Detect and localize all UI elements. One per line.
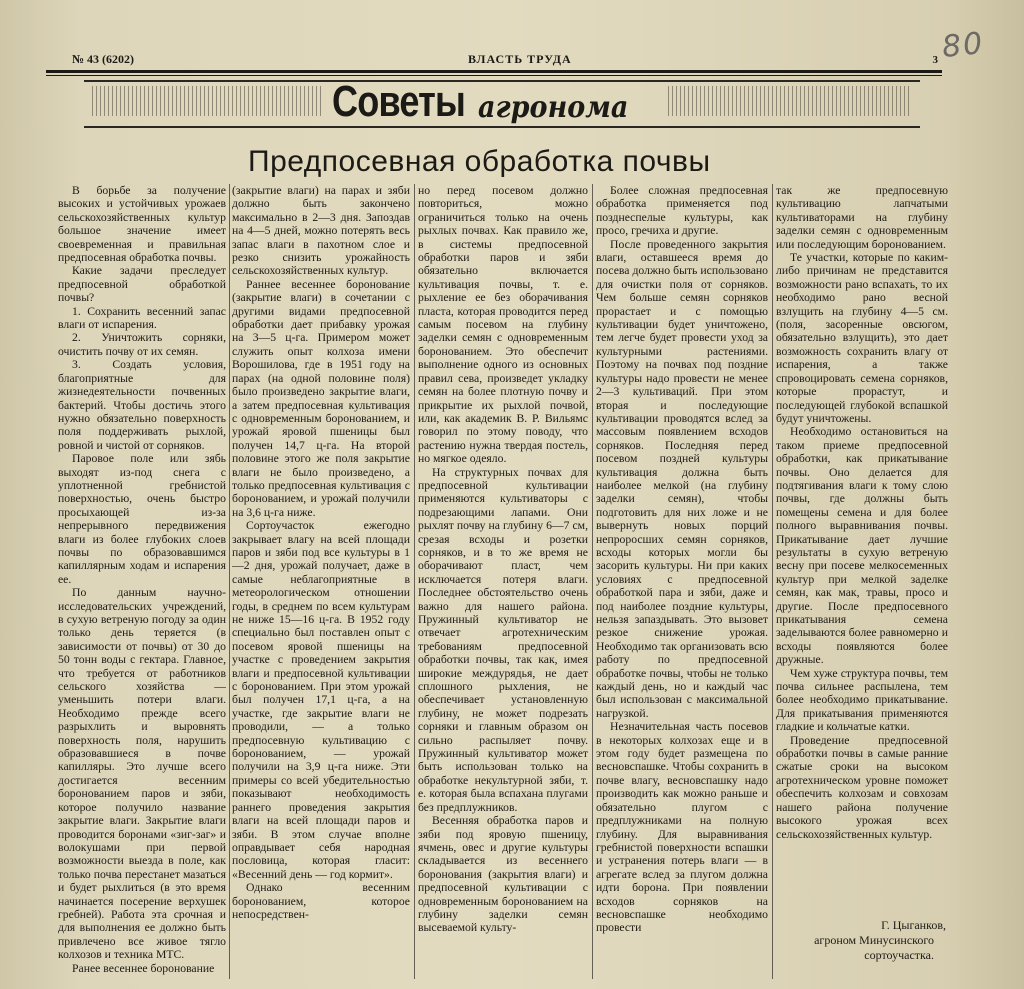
paragraph: Однако весенним боронованием, которое непосредствен- [232, 881, 410, 921]
rubric-hatching-left [92, 86, 324, 116]
paragraph: Более сложная предпосевная обработка применяется под позднеспелые культуры, как просо, гречиха и другие. [596, 184, 768, 238]
paragraph: 3. Создать условия, благоприятные для жизнедеятельности почвенных бактерий. Чтобы достичь этого нужно обязательно поверхность поля поддерживать рыхлой, ровной и чистой от сорняков. [58, 358, 226, 452]
paragraph: Раннее весеннее боронование (закрытие влаги) в сочетании с другими видами предпосевной обработки дает прибавку урожая на 3—5 ц-га. Примером может служить опыт колхоза имени Ворошилова, где в 1951 году на парах (на одной половине поля) было произведено закрытие влаги, а затем предпосевная культивация с одновременным боронованием, и урожай яровой пшеницы был получен 14,7 ц-га. На второй половине этого же поля закрытие влаги не было произведено, а только предпосевная культивация с боронованием, и урожай получили на 3,6 ц-га ниже. [232, 277, 410, 519]
rubric-hatching-right [668, 86, 912, 116]
paragraph: Необходимо остановиться на таком приеме предпосевной обработки, как прикатывание почвы. Оно делается для подтягивания влаги к тому слою почвы, где должны быть помещены семена и для более полного выравнивания почвы. Прикатывание дает лучшие результаты в сухую ветреную весну при посеве мелкосеменных культур при мелкой заделке семян, как мак, травы, просо и другие. После предпосевного прикатывания семена заделываются более равномерно и всходы появляются более дружные. [776, 425, 948, 667]
author-signature [780, 918, 946, 963]
paragraph: так же предпосевную культивацию лапчатыми культиваторами на глубину заделки семян с одновременным или последующим боронованием. [776, 184, 948, 251]
article-column-2 [232, 184, 410, 979]
paragraph: (закрытие влаги) на парах и зяби должно быть закончено максимально в 2—3 дня. Запоздав на 4—5 дней, можно потерять весь запас влаги в пахотном слое и резко снизить урожайность сельскохозяйственных культур. [232, 184, 410, 278]
page-number: 3 [932, 54, 938, 66]
paragraph: 2. Уничтожить сорняки, очистить почву от их семян. [58, 331, 226, 358]
column-divider [229, 184, 230, 979]
running-header [48, 52, 938, 70]
column-divider [592, 184, 593, 979]
paragraph: Ранее весеннее боронование [72, 961, 215, 975]
rubric-word-1: Советы [332, 77, 465, 126]
article-title: Предпосевная обработка почвы [248, 145, 711, 178]
paragraph: Те участки, которые по каким-либо причинам не представится возможности рано вспахать, то их необходимо рано весной взлущить на глубину 4—5 см. (поля, засоренные овсюгом, обязательно взлущить), это дает возможность сохранить влагу от испарения, а также спровоцировать семена сорняков, которые прорастут, и последующей глубокой вспашкой будут уничтожены. [776, 251, 948, 425]
paragraph: Паровое поле или зябь выходят из-под снега с уплотненной гребнистой поверхностью, очень быстро просыхающей из-за непрерывного передвижения влаги из более глубоких слоев почвы по образовавшимся капиллярным ходам и испарения ее. [58, 452, 226, 586]
author-title: агроном Минусинского сортоучастка. [814, 933, 934, 962]
paragraph: но перед посевом должно повториться, можно ограничиться только на очень рыхлых почвах. Как правило же, в системы предпосевной обработки паров и зяби обязательно включается культивация почвы, т. е. рыхление ее без оборачивания пласта, которая проводится перед самым посевом на глубину заделки семян с одновременным боронованием. Это обеспечит выполнение одного из основных правил сева, произведет укладку семян на более плотную почву и прикрытие их рыхлой почвой, или, как академик В. Р. Вильямс говорил по этому поводу, что растению нужна твердая постель, но мягкое одеяло. [418, 184, 588, 466]
paragraph: Проведение предпосевной обработки почвы в самые ранние сжатые сроки на высоком агротехническом уровне поможет обеспечить колхозам и совхозам нашего района получение высокого урожая всех сельскохозяйственных культур. [776, 733, 948, 841]
paragraph: 1. Сохранить весенний запас влаги от испарения. [58, 304, 226, 332]
issue-number: № 43 (6202) [72, 52, 135, 66]
column-divider [414, 184, 415, 979]
paragraph: Чем хуже структура почвы, тем почва сильнее распылена, тем более необходимо прикатывание. Для прикатывания применяются гладкие и кольчатые катки. [776, 666, 948, 734]
paragraph: После проведенного закрытия влаги, оставшееся время до посева должно быть использовано для очистки поля от сорняков. Чем больше семян сорняков прорастает и с помощью культивации будет уничтожено, тем легче будет провести уход за культурными растениями. Поэтому на почвах под поздние культуры надо провести не менее 2—3 культиваций. При этом вторая и последующие культивации проводятся вслед за массовым появлением всходов сорняков. Последняя перед посевом поздней культуры культивация должна быть наиболее мелкой (на глубину заделки семян), чтобы подготовить для них ложе и не вывернуть новых порций непроросших семян сорняков, всходы которых могли бы засорить культуры. Ни при каких условиях с предпосевной обработкой пара и зяби, даже и под наиболее поздние культуры, нельзя запаздывать. Это вызовет резкое снижение урожая. Необходимо так организовать всю работу по предпосевной обработке почвы, чтобы не только каждый день, но и каждый час был использован с максимальной нагрузкой. [596, 237, 768, 720]
header-rule-thin [46, 75, 942, 76]
header-rule [46, 70, 942, 73]
article-column-5 [776, 184, 948, 914]
article-column-4 [596, 184, 768, 979]
rubric-word-2: агронома [478, 90, 629, 125]
handwritten-page-number: 80 [940, 25, 986, 66]
article-column-1 [58, 184, 226, 979]
paragraph: Весенняя обработка паров и зяби под яровую пшеницу, ячмень, овес и другие культуры складывается из весеннего боронования (закрытия влаги) и предпосевной культивации с одновременным боронованием на глубину заделки семян высеваемой культу- [418, 814, 588, 935]
paragraph: На структурных почвах для предпосевной культивации применяются культиваторы с подрезающими лапами. Они рыхлят почву на глубину 6—7 см, срезая всходы и розетки сорняков, и в то же время не оборачивают пласт, чем исключается потеря влаги. Последнее обстоятельство очень важно для нашего района. Пружинный культиватор не отвечает агротехническим требованиям предпосевной обработки почвы, так как, имея широкие междурядья, не дает сплошного рыхления, не обеспечивает установленную глубину, не может подрезать сорняки и главным образом он сильно распыляет почву. Пружинный культиватор может быть использован только на обработке некультурной зяби, т. е. которая была вспахана плугами без предплужников. [418, 465, 588, 814]
paragraph: Какие задачи преследует предпосевной обработкой почвы? [58, 264, 226, 305]
paragraph: По данным научно-исследовательских учреждений, в сухую ветреную погоду за один только день теряется (в зависимости от почвы) от 30 до 50 тонн воды с гектара. Главное, что требуется от работников сельского хозяйства — уменьшить потери влаги. Необходимо прежде всего разрыхлить и выровнять поверхность поля, нарушить образовавшиеся в почве капилляры. Это лучше всего достигается весенним боронованием паров и зяби, которое получило название закрытие влаги. Закрытие влаги проводится боронами «зиг-заг» и волокушами при первой возможности выезда в поле, как только почва перестанет мазаться и будет рыхлиться (в это время начинается посерение верхушек гребней). Работа эта срочная и для выполнения ее должно быть привлечено все живое тягло колхозов и техника МТС. [58, 586, 226, 962]
rubric-heading [332, 77, 629, 126]
article-column-3 [418, 184, 588, 979]
newspaper-name: ВЛАСТЬ ТРУДА [468, 52, 572, 66]
paragraph: Сортоучасток ежегодно закрывает влагу на всей площади паров и зяби под все культуры в 1—2 дня, урожай получает, даже в самые неблагоприятные в метеорологическом отношении годы, в среднем по всем культурам не ниже 15—16 ц-га. В 1952 году специально был поставлен опыт с посевом яровой пшеницы на участке с проведением закрытия влаги и предпосевной культивации с боронованием. При этом урожай был получен 17,1 ц-га, а на участке, где закрытие влаги не проводили, — а только предпосевную культивацию с боронованием, — урожай получили на 3,9 ц-га ниже. Эти примеры со всей убедительностью показывают необходимость раннего проведения закрытия влаги на всей площади паров и зяби. В этом случае вполне оправдывает себя народная пословица, которая гласит: «Весенний день — год кормит». [232, 519, 410, 881]
paragraph: В борьбе за получение высоких и устойчивых урожаев сельскохозяйственных культур большое значение имеет своевременная и правильная предпосевная обработка почвы. [58, 184, 226, 265]
author-name: Г. Цыганков, [881, 918, 946, 932]
paragraph: Незначительная часть посевов в некоторых колхозах еще и в этом году будет размещена по весновспашке. Чтобы сохранить в почве влагу, весновспашку надо производить как можно раньше и обязательно плугом с предплужниками на полную глубину. Для выравнивания гребнистой поверхности вспашки и устранения потерь влаги — в агрегате вслед за плугом должна идти борона. При появлении всходов сорняков на весновспашке необходимо провести [596, 720, 768, 935]
column-divider [772, 184, 773, 979]
